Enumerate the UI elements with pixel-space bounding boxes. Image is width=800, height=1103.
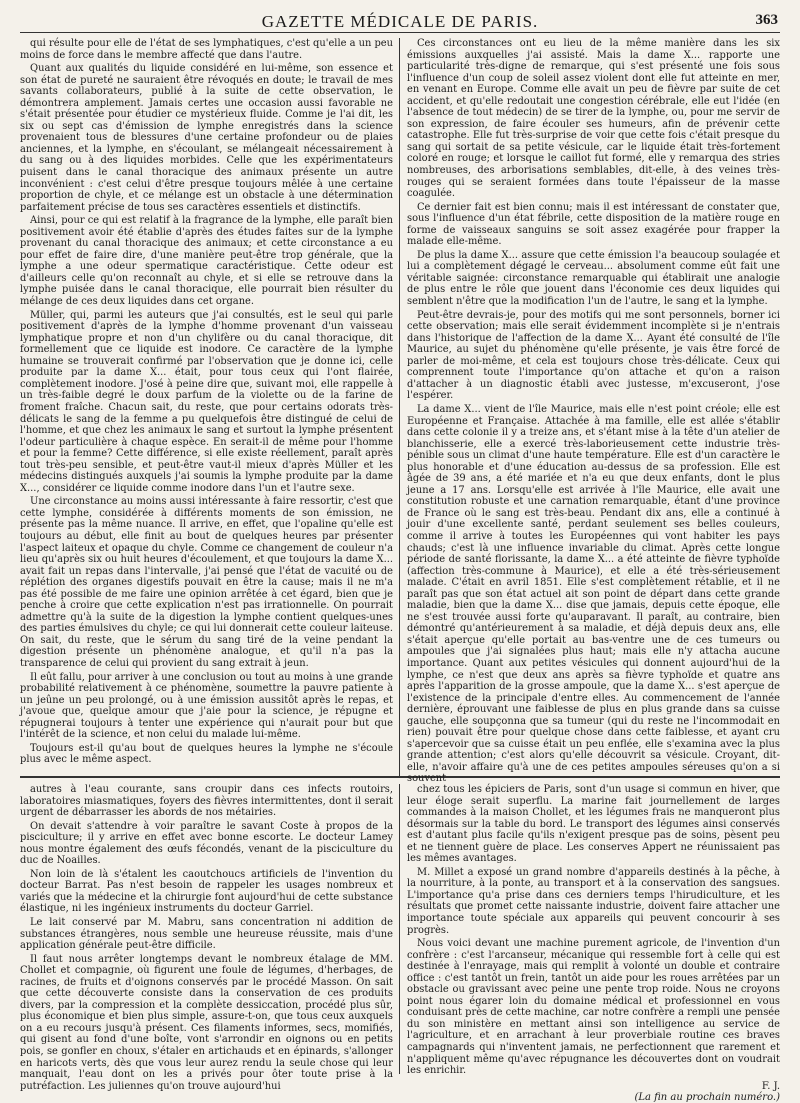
paragraph: Ce dernier fait est bien connu; mais il est intéressant de constater que, sous l'influence d'un état fébrile, cette disposition de la matière rouge en forme de vaisseaux sanguins se soit assez exagérée pour frapper la malade elle-même.: [407, 201, 780, 248]
journal-title: GAZETTE MÉDICALE DE PARIS.: [261, 12, 539, 31]
paragraph: De plus la dame X... assure que cette émission l'a beaucoup soulagée et lui a complètement dégagé le cerveau... absolument comme eût fait une véritable saignée: circonstance remarquable qui établirait une analogie de plus entre le rôle que jouent dans l'économie ces deux liquides qui semblent n'être que la modification l'un de l'autre, le sang et la lymphe.: [407, 249, 780, 308]
paragraph: Toujours est-il qu'au bout de quelques heures la lymphe ne s'écoule plus avec le même aspect.: [20, 742, 393, 766]
paragraph: Ces circonstances ont eu lieu de la même manière dans les six émissions auxquelles j'ai assisté. Mais la dame X... rapporte une particularité très-digne de remarque, qui s'est présenté une fois sous l'influence d'un coup de soleil assez violent dont elle fut atteinte en mer, en venant en Europe. Comme elle avait un peu de fièvre par suite de cet accident, et qu'elle redoutait une congestion cérébrale, elle eut l'idée (en l'absence de tout médecin) de se tirer de la lymphe, ou, pour me servir de son expression, de faire écouler ses humeurs, afin de prévenir cette catastrophe. Elle fut très-surprise de voir que cette fois c'était presque du sang qui sortait de sa petite vésicule, car le liquide était très-fortement coloré en rouge; et lorsque le caillot fut formé, elle y remarqua des stries nombreuses, des arborisations semblables, dit-elle, à des veines très-rouges qui se seraient formées dans toute l'épaisseur de la masse coagulée.: [407, 38, 780, 200]
page-number: 363: [755, 12, 778, 28]
paragraph: chez tous les épiciers de Paris, sont d'un usage si commun en hiver, que leur éloge serait superflu. La marine fait journellement de larges commandes à la maison Chollet, et les légumes frais ne manqueront plus désormais sur la table du bord. Le transport des légumes ainsi conservés est d'autant plus facile qu'ils n'exigent presque pas de soins, pèsent peu et ne tiennent guère de place. Les conserves Appert ne réunissaient pas les mêmes avantages.: [407, 784, 780, 865]
paragraph: Quant aux qualités du liquide considéré en lui-même, son essence et son état de pureté ne sauraient être révoqués en doute; le travail de mes savants collaborateurs, publié à la suite de cette observation, le démontrera amplement. Jamais certes une occasion aussi favorable ne s'était présentée pour étudier ce mystérieux fluide. Comme je l'ai dit, les six ou sept cas d'émission de lymphe enregistrés dans la science provenaient tous de blessures d'une certaine profondeur ou de plaies anciennes, et la lymphe, en s'écoulant, se mélangeait nécessairement à du sang ou à des liquides morbides. Celle que les expérimentateurs puisent dans le canal thoracique des animaux présente un autre inconvénient : c'est celui d'être presque toujours mêlée à une certaine proportion de chyle, et ce mélange est un obstacle à une détermination parfaitement précise de tous ses caractères essentiels et distinctifs.: [20, 63, 393, 213]
paragraph: Une circonstance au moins aussi intéressante à faire ressortir, c'est que cette lymphe, considérée à différents moments de son émission, ne présente pas la même nuance. Il arrive, en effet, que l'opaline qu'elle est toujours au début, elle finit au bout de quelques heures par présenter l'aspect laiteux et opaque du chyle. Comme ce changement de couleur n'a lieu qu'après six ou huit heures d'écoulement, et que toujours la dame X... avait fait un repas dans l'intervalle, j'ai pensé que l'état de vacuité ou de réplétion des organes digestifs pouvait en être la cause; mais il ne m'a pas été possible de me faire une opinion arrêtée à cet égard, bien que je penche à croire que cette explication n'est pas irrationnelle. On pourrait admettre qu'à la suite de la digestion la lymphe contient quelques-unes des parties émulsives du chyle; ce qui lui donnerait cette couleur laiteuse. On sait, du reste, que le sérum du sang tiré de la veine pendant la digestion présente un phénomène analogue, et qu'il n'a pas la transparence de celui qui provient du sang extrait à jeun.: [20, 496, 393, 669]
paragraph: On devait s'attendre à voir paraître le savant Coste à propos de la pisciculture; il y arrive en effet avec bonne escorte. Le docteur Lamey nous montre également des œufs fécondés, venant de la pisciculture du duc de Noailles.: [20, 820, 393, 867]
paragraph: Müller, qui, parmi les auteurs que j'ai consultés, est le seul qui parle positivement d'après de la lymphe d'homme provenant d'un vaisseau lymphatique propre et non d'un chylifère ou du canal thoracique, dit formellement que ce liquide est inodore. Ce caractère de la lymphe humaine se trouverait confirmé par l'observation que je donne ici, celle produite par la dame X... était, pour tous ceux qui l'ont flairée, complètement inodore. J'osé à peine dire que, suivant moi, elle rappelle à un très-faible degré le doux parfum de la violette ou de la farine de froment fraîche. Chacun sait, du reste, que pour certains odorats très-délicats le sang de la femme a pu quelquefois être distingué de celui de l'homme, et que chez les animaux le sang et surtout la lymphe présentent l'odeur particulière à chaque espèce. En serait-il de même pour l'homme et pour la femme? Cette différence, si elle existe réellement, paraît après tout très-peu sensible, et peut-être vaut-il mieux d'après Müller et les médecins distingués auxquels j'ai soumis la lymphe produite par la dame X..., considérer ce liquide comme inodore dans l'un et l'autre sexe.: [20, 309, 393, 494]
continued-note: (La fin au prochain numéro.): [634, 1091, 780, 1103]
paragraph: Nous voici devant une machine purement agricole, de l'invention d'un confrère : c'est l'arcanseur, mécanique qui ressemble fort à celle qui est destinée à l'enrayage, mais qui remplit à volonté un double et contraire office : c'est tantôt un frein, tantôt un aide pour les roues arrêtées par un obstacle ou gravissant avec peine une pente trop roide. Nous ne croyons point nous égarer loin du domaine médical et professionnel en vous conduisant près de cette machine, car notre confrère a rempli une pensée du son ministère en mettant ainsi son intelligence au service de l'agriculture, et en arrachant à leur proverbiale routine ces braves campagnards qui n'inventent jamais, ne perfectionnent que rarement et n'appliquent même qu'avec répugnance les découvertes dont on voudrait les enrichir.: [407, 938, 780, 1077]
paragraph: qui résulte pour elle de l'état de ses lymphatiques, c'est qu'elle a un peu moins de force dans le membre affecté que dans l'autre.: [20, 38, 393, 61]
paragraph: Ainsi, pour ce qui est relatif à la fragrance de la lymphe, elle paraît bien positivement avoir été établie d'après des études faites sur de la lymphe provenant du canal thoracique des animaux; et cette circonstance a eu pour effet de faire dire, d'une manière peut-être trop générale, que la lymphe a une odeur spermatique caractéristique. Cette odeur est d'ailleurs celle qu'on reconnaît au chyle, et si elle se retrouve dans la lymphe puisée dans le canal thoracique, elle pourrait bien résulter du mélange de ces deux liquides dans cet organe.: [20, 215, 393, 308]
paragraph: Il eût fallu, pour arriver à une conclusion ou tout au moins à une grande probabilité relativement à ce phénomène, soumettre la pauvre patiente à un jeûne un peu prolongé, ou à une émission aussitôt après le repas, et j'avoue que, quelque amour que j'aie pour la science, je répugne et répugnerai toujours à tenter une expérience qui n'aurait pour but que l'intérêt de la science, et non celui du malade lui-même.: [20, 671, 393, 741]
page-header: [20, 10, 780, 33]
author-signature: F. J.: [761, 1080, 780, 1092]
lower-right-column: [407, 784, 780, 1103]
paragraph: Peut-être devrais-je, pour des motifs qui me sont personnels, borner ici cette observation; mais elle serait évidemment incomplète si je n'entrais dans l'historique de l'affection de la dame X... Ayant été consulté de l'île Maurice, au sujet du phénomène qu'elle présente, je vais être forcé de parler de moi-même, et cela est toujours chose très-délicate. Ceux qui comprennent toute l'importance qu'on attache et qu'on a raison d'attacher à un diagnostic établi avec justesse, m'excuseront, j'ose l'espérer.: [407, 309, 780, 402]
paragraph: Non loin de là s'étalent les caoutchoucs artificiels de l'invention du docteur Barrat. Pas n'est besoin de rappeler les usages nombreux et variés que la médecine et la chirurgie font aujourd'hui de cette substance élastique, ni les ingénieux instruments du docteur Garriel.: [20, 868, 393, 915]
feuilleton-section: [20, 778, 780, 1103]
paragraph: La dame X... vient de l'île Maurice, mais elle n'est point créole; elle est Européenne et Française. Attachée à ma famille, elle est allée s'établir dans cette colonie il y a treize ans, et s'étant mise à la tête d'un atelier de blanchisserie, elle a exercé très-laborieusement cette industrie très-pénible sous un climat d'une haute température. Elle est d'un caractère le plus honorable et d'une éducation au-dessus de sa profession. Elle est âgée de 39 ans, a été mariée et n'a eu que deux enfants, dont le plus jeune a 17 ans. Lorsqu'elle est arrivée à l'île Maurice, elle avait une constitution robuste et une carnation remarquable, étant d'une province de France où le sang est très-beau. Pendant dix ans, elle a continué à jouir d'une excellente santé, perdant seulement ses belles couleurs, comme il arrive à toutes les Européennes qui vont habiter les pays chauds; c'est là une influence invariable du climat. Après cette longue période de santé florissante, la dame X... a été atteinte de fièvre typhoïde (affection très-commune à Maurice), et elle a été très-sérieusement malade. C'était en avril 1851. Elle s'est complètement rétablie, et il ne paraît pas que son état actuel ait son point de départ dans cette grande maladie, bien que la dame X... dise que jamais, depuis cette époque, elle ne s'est trouvée aussi forte qu'auparavant. Il paraît, au contraire, bien démontré qu'antérieurement à sa maladie, et déjà depuis deux ans, elle s'était aperçue qu'elle portait au bas-ventre une de ces tumeurs ou ampoules que j'ai signalées plus haut; mais elle n'y attacha aucune importance. Quant aux petites vésicules qui donnent aujourd'hui de la lymphe, ce n'est que deux ans après sa fièvre typhoïde et quatre ans après l'apparition de la grosse ampoule, que la dame X... s'est aperçue de l'existence de la principale d'entre elles. Au commencement de l'année dernière, éprouvant une faiblesse de plus en plus grande dans sa cuisse gauche, elle soupçonna que sa tumeur (qui du reste ne l'incommodait en rien) pouvait être pour quelque chose dans cette faiblesse, et ayant cru s'apercevoir que sa cuisse était un peu enflée, elle s'examina avec la plus grande attention; c'est alors qu'elle découvrit sa vésicule. Croyant, dit-elle, n'avoir affaire qu'à une de ces petites ampoules séreuses qu'on a si souvent: [407, 403, 780, 785]
paragraph: M. Millet a exposé un grand nombre d'appareils destinés à la pêche, à la nourriture, à la ponte, au transport et à la conservation des sangsues. L'importance qu'a prise dans ces derniers temps l'hirudiculture, et les résultats que promet cette naissante industrie, doivent faire attacher une importance toute spéciale aux appareils qui peuvent concourir à ses progrès.: [407, 866, 780, 936]
paragraph: autres à l'eau courante, sans croupir dans ces infects routoirs, laboratoires miasmatiques, foyers des fièvres intermittentes, dont il serait urgent de débarrasser les abords de nos métairies.: [20, 784, 393, 819]
upper-section: [20, 33, 780, 785]
lower-left-column: [20, 784, 393, 1092]
paragraph: Il faut nous arrêter longtemps devant le nombreux étalage de MM. Chollet et compagnie, où figurent une foule de légumes, d'herbages, de racines, de fruits et d'oignons conservés par le procédé Masson. On sait que cette découverte consiste dans la conservation de ces produits divers, par la compression et la complète dessiccation, procédé plus sûr, plus économique et bien plus simple, assure-t-on, que tous ceux auxquels on a eu recours jusqu'à présent. Ces filaments informes, secs, momifiés, qui gisent au fond d'une boîte, vont s'arrondir en oignons ou en petits pois, se gonfler en choux, s'étaler en artichauds et en épinards, s'allonger en haricots verts, dès que vous leur aurez rendu la seule chose qui leur manquait, l'eau dont on les a privés pour ôter toute prise à la putréfaction. Les juliennes qu'on trouve aujourd'hui: [20, 953, 393, 1092]
upper-left-column: [20, 38, 393, 776]
upper-right-column: [407, 38, 780, 785]
paragraph: Le lait conservé par M. Mabru, sans concentration ni addition de substances étrangères, nous semble une heureuse réussite, mais d'une application générale peut-être difficile.: [20, 917, 393, 952]
